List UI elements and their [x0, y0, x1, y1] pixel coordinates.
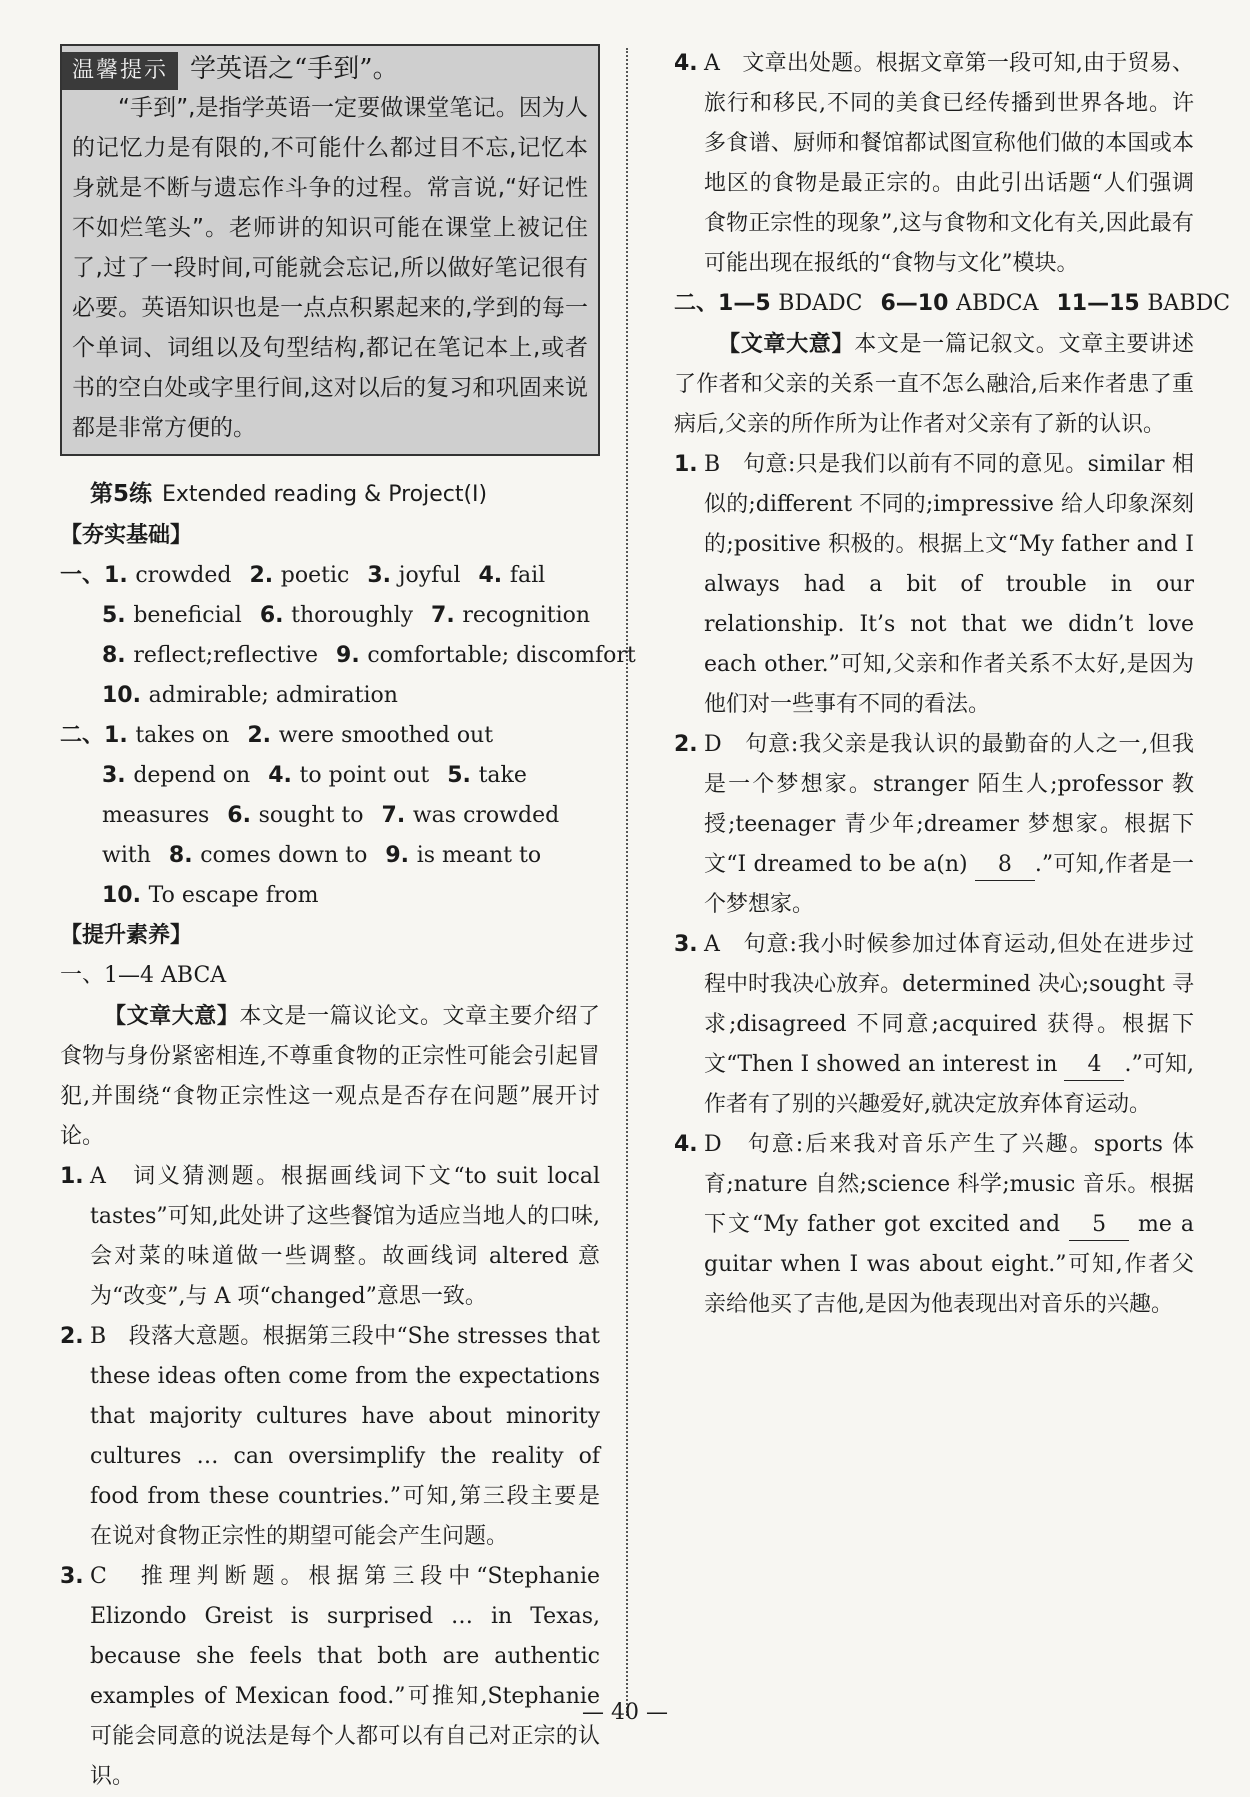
lesson-subtitle: Extended reading & Project(Ⅰ): [162, 482, 488, 507]
item-text: D 句意:我父亲是我认识的最勤奋的人之一,但我是一个梦想家。stranger 陌生人;professor 教授;teenager 青少年;dreamer 梦想家。根据下文“I dreamed to be a(n): [704, 732, 1194, 877]
answer-text: sought to: [258, 803, 364, 828]
answer-text: beneficial: [133, 603, 242, 628]
answer-number: 5.: [102, 603, 134, 628]
answer-number: 1.: [104, 723, 136, 748]
answer-explanation: [674, 44, 1194, 284]
blank-ref: 5: [1069, 1210, 1129, 1241]
basics-heading: 【夯实基础】: [60, 523, 193, 548]
answer-letters: BABDC: [1147, 291, 1231, 316]
answer-text: depend on: [133, 763, 251, 788]
improve-part1-label: 一、1—4 ABCA: [60, 963, 227, 988]
summary-text: 本文是一篇记叙文。文章主要讲述了作者和父亲的关系一直不怎么融洽,后来作者患了重病后,父亲的所作所为让作者对父亲有了新的认识。: [674, 332, 1194, 437]
answer-text: was crowded: [412, 803, 560, 828]
item-number: 2.: [674, 732, 698, 757]
answer-line: [60, 876, 600, 916]
basics-part1: [60, 556, 636, 716]
improve-part2-answers: [674, 284, 1231, 324]
answer-explanation: [60, 1557, 600, 1797]
item-number: 1.: [674, 452, 698, 477]
item-text: me a guitar when I was about eight.”可知,作者父亲给他买了吉他,是因为他表现出对音乐的兴趣。: [704, 1212, 1194, 1317]
item-number: 3.: [60, 1564, 84, 1589]
answer-line: [60, 676, 600, 716]
item-number: 3.: [674, 932, 698, 957]
item-number: 4.: [674, 51, 698, 76]
tip-box: [60, 44, 600, 456]
item-text: B 句意:只是我们以前有不同的意见。similar 相似的;different 不同的;impressive 给人印象深刻的;positive 积极的。根据上文“My father and I always had a bit of trouble in our relationship. It’s not that we didn’t love each other.”可知,父亲和作者关系不太好,是因为他们对一些事有不同的看法。: [704, 452, 1194, 717]
answer-explanation: [674, 445, 1194, 725]
lesson-heading: [90, 474, 600, 514]
answer-text: poetic: [280, 563, 350, 588]
item-text: A 句意:我小时候参加过体育运动,但处在进步过程中时我决心放弃。determined 决心;sought 寻求;disagreed 不同意;acquired 获得。根据下文“Then I showed an interest in: [704, 932, 1194, 1077]
summary-tag: 【文章大意】: [104, 1003, 240, 1029]
answer-text: reflect;reflective: [133, 643, 319, 668]
blank-ref: 4: [1064, 1050, 1124, 1081]
answer-text: comfortable; discomfort: [367, 643, 636, 668]
answer-number: 2.: [249, 563, 281, 588]
answer-text: thoroughly: [291, 603, 414, 628]
summary-tag: 【文章大意】: [718, 331, 855, 357]
answer-number: 9.: [385, 843, 417, 868]
tip-title: 学英语之“手到”。: [190, 54, 399, 84]
answer-text: comes down to: [200, 843, 368, 868]
answer-text: crowded: [135, 563, 232, 588]
summary-text: 本文是一篇议论文。文章主要介绍了食物与身份紧密相连,不尊重食物的正宗性可能会引起冒犯,并围绕“食物正宗性这一观点是否存在问题”展开讨论。: [60, 1004, 600, 1149]
answer-number: 8.: [168, 843, 201, 868]
answer-text: admirable; admiration: [148, 683, 398, 708]
answer-line: [60, 756, 600, 796]
improve-part2-items: [674, 445, 1194, 1325]
answer-line: [60, 596, 600, 636]
answer-line: [60, 636, 636, 676]
item-text: C 推理判断题。根据第三段中“Stephanie Elizondo Greist is surprised … in Texas, because she feels that both are authentic examples of Mexican food.”可推知,Stephanie 可能会同意的说法是每个人都可以有自己对正宗的认识。: [90, 1564, 600, 1789]
answer-line: [60, 796, 600, 836]
item-number: 2.: [60, 1324, 84, 1349]
item-number: 1.: [60, 1164, 84, 1189]
answer-number: 6.: [259, 603, 292, 628]
part-label: 二、: [60, 723, 105, 748]
basics-part2: [60, 716, 600, 916]
item-text: .”可知,作者是一个梦想家。: [704, 852, 1195, 917]
answer-explanation: [60, 1157, 600, 1317]
answer-text: were smoothed out: [278, 723, 494, 748]
tip-header: [72, 50, 588, 88]
answer-number: 3.: [102, 763, 134, 788]
answer-letters: BDADC: [778, 291, 863, 316]
answer-line: [60, 836, 600, 876]
tip-label: 温馨提示: [62, 52, 178, 90]
answer-line: [60, 556, 600, 596]
answer-number: 3.: [367, 563, 399, 588]
answer-letters: ABDCA: [956, 291, 1039, 316]
answer-explanation: [674, 725, 1194, 925]
answer-text: take: [478, 763, 527, 788]
answer-range: 11—15: [1056, 291, 1148, 316]
answer-text: takes on: [135, 723, 230, 748]
answer-text: recognition: [462, 603, 591, 628]
answer-explanation: [60, 1317, 600, 1557]
item-text: B 段落大意题。根据第三段中“She stresses that these ideas often come from the expectations that majority cultures have about minority cultures … can oversimplify the reality of food from these countries.”可知,第三段主要是在说对食物正宗性的期望可能会产生问题。: [90, 1324, 600, 1549]
answer-text: joyful: [398, 563, 461, 588]
answer-number: 2.: [247, 723, 279, 748]
answer-number: 7.: [431, 603, 463, 628]
improve-heading: 【提升素养】: [60, 923, 193, 948]
answer-text: is meant to: [416, 843, 542, 868]
answer-line: [60, 716, 600, 756]
improve-part1-items-cont: [674, 44, 1194, 284]
item-number: 4.: [674, 1132, 698, 1157]
item-text: D 句意:后来我对音乐产生了兴趣。sports 体育;nature 自然;science 科学;music 音乐。根据下文“My father got excited and: [704, 1132, 1194, 1237]
column-divider: [626, 48, 628, 1716]
item-text: A 词义猜测题。根据画线词下文“to suit local tastes”可知,此处讲了这些餐馆为适应当地人的口味,会对菜的味道做一些调整。故画线词 altered 意为“改变”,与 A 项“changed”意思一致。: [90, 1164, 600, 1309]
answer-number: 10.: [102, 683, 149, 708]
answer-range: 6—10: [880, 291, 957, 316]
answer-number: 6.: [227, 803, 259, 828]
answer-range: 1—5: [718, 291, 779, 316]
answer-text: to point out: [299, 763, 430, 788]
answer-explanation: [674, 925, 1194, 1125]
answer-text: To escape from: [148, 883, 319, 908]
answer-text: measures: [102, 803, 210, 828]
answer-number: 5.: [447, 763, 479, 788]
improve-part2-summary: [674, 324, 1194, 445]
item-text: .”可知,作者有了别的兴趣爱好,就决定放弃体育运动。: [704, 1052, 1194, 1117]
blank-ref: 8: [975, 850, 1035, 881]
improve-part1-summary: [60, 996, 600, 1157]
answer-explanation: [674, 1125, 1194, 1325]
answer-number: 10.: [102, 883, 149, 908]
answer-text: with: [102, 843, 151, 868]
answer-number: 4.: [478, 563, 510, 588]
item-text: A 文章出处题。根据文章第一段可知,由于贸易、旅行和移民,不同的美食已经传播到世界各地。许多食谱、厨师和餐馆都试图宣称他们做的本国或本地区的食物是最正宗的。由此引出话题“人们强调食物正宗性的现象”,这与食物和文化有关,因此最有可能出现在报纸的“食物与文化”模块。: [704, 51, 1194, 276]
part-label: 二、: [674, 291, 719, 316]
part-label: 一、: [60, 563, 105, 588]
answer-number: 9.: [336, 643, 368, 668]
answer-text: fail: [509, 563, 546, 588]
lesson-title: 第5练: [90, 481, 153, 507]
answer-number: 1.: [104, 563, 136, 588]
answer-number: 7.: [381, 803, 413, 828]
right-column: [674, 44, 1231, 1325]
answer-number: 8.: [102, 643, 134, 668]
tip-body: “手到”,是指学英语一定要做课堂笔记。因为人的记忆力是有限的,不可能什么都过目不忘,记忆本身就是不断与遗忘作斗争的过程。常言说,“好记性不如烂笔头”。老师讲的知识可能在课堂上被记住了,过了一段时间,可能就会忘记,所以做好笔记很有必要。英语知识也是一点点积累起来的,学到的每一个单词、词组以及句型结构,都记在笔记本上,或者书的空白处或字里行间,这对以后的复习和巩固来说都是非常方便的。: [72, 95, 588, 441]
page-number: — 40 —: [582, 1700, 668, 1725]
answer-number: 4.: [268, 763, 300, 788]
